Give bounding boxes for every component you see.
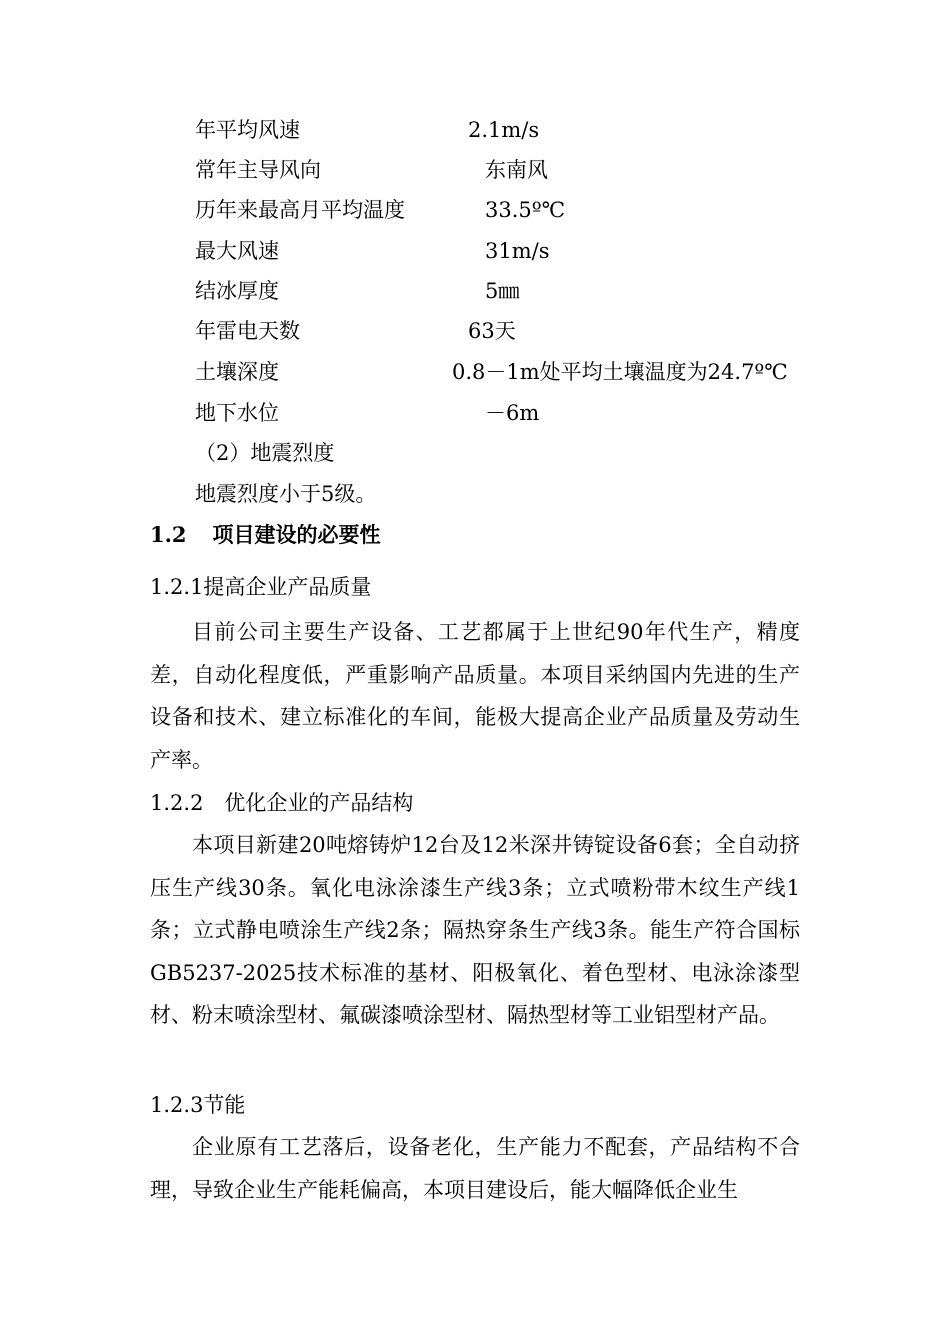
- climate-label-soil: 土壤深度: [195, 360, 279, 384]
- climate-value-groundwater: －6m: [485, 401, 540, 425]
- section-number: 1.2: [150, 522, 187, 547]
- climate-value-ice: 5㎜: [485, 279, 520, 303]
- climate-label-max-temp: 历年来最高月平均温度: [195, 198, 405, 222]
- subsection-1-paragraph: 目前公司主要生产设备、工艺都属于上世纪90年代生产，精度差，自动化程度低，严重影响产品质量。本项目采纳国内先进的生产设备和技术、建立标准化的车间，能极大提高企业产品质量及劳动生产率。: [150, 620, 800, 772]
- seismic-text: 地震烈度小于5级。: [195, 482, 377, 506]
- climate-label-groundwater: 地下水位: [195, 401, 279, 425]
- seismic-heading: （2）地震烈度: [195, 441, 335, 465]
- climate-value-max-wind: 31m/s: [485, 239, 550, 263]
- section-title: 项目建设的必要性: [212, 522, 381, 547]
- subsection-3-heading: 1.2.3节能: [150, 1093, 246, 1117]
- subsection-2-heading: 1.2.2 优化企业的产品结构: [150, 791, 414, 815]
- climate-value-wind-direction: 东南风: [485, 158, 548, 182]
- climate-label-annual-wind: 年平均风速: [195, 118, 300, 142]
- climate-label-thunder: 年雷电天数: [195, 319, 300, 343]
- climate-label-max-wind: 最大风速: [195, 239, 279, 263]
- subsection-3-paragraph: 企业原有工艺落后，设备老化，生产能力不配套，产品结构不合理，导致企业生产能耗偏高，本项目建设后，能大幅降低企业生: [150, 1135, 800, 1202]
- climate-label-wind-direction: 常年主导风向: [195, 158, 321, 182]
- climate-value-annual-wind: 2.1m/s: [468, 118, 540, 142]
- subsection-1-heading: 1.2.1提高企业产品质量: [150, 575, 372, 599]
- section-heading: [150, 521, 381, 549]
- climate-value-thunder: 63天: [468, 319, 516, 343]
- climate-label-ice: 结冰厚度: [195, 279, 279, 303]
- subsection-2-paragraph: 本项目新建20吨熔铸炉12台及12米深井铸锭设备6套；全自动挤压生产线30条。氧化电泳涂漆生产线3条；立式喷粉带木纹生产线1条；立式静电喷涂生产线2条；隔热穿条生产线3条。能生产符合国标GB5237-2025技术标准的基材、阳极氧化、着色型材、电泳涂漆型材、粉末喷涂型材、氟碳漆喷涂型材、隔热型材等工业铝型材产品。: [150, 833, 800, 1028]
- climate-value-max-temp: 33.5º℃: [485, 198, 566, 222]
- climate-value-soil: 0.8－1m处平均土壤温度为24.7º℃: [452, 360, 788, 384]
